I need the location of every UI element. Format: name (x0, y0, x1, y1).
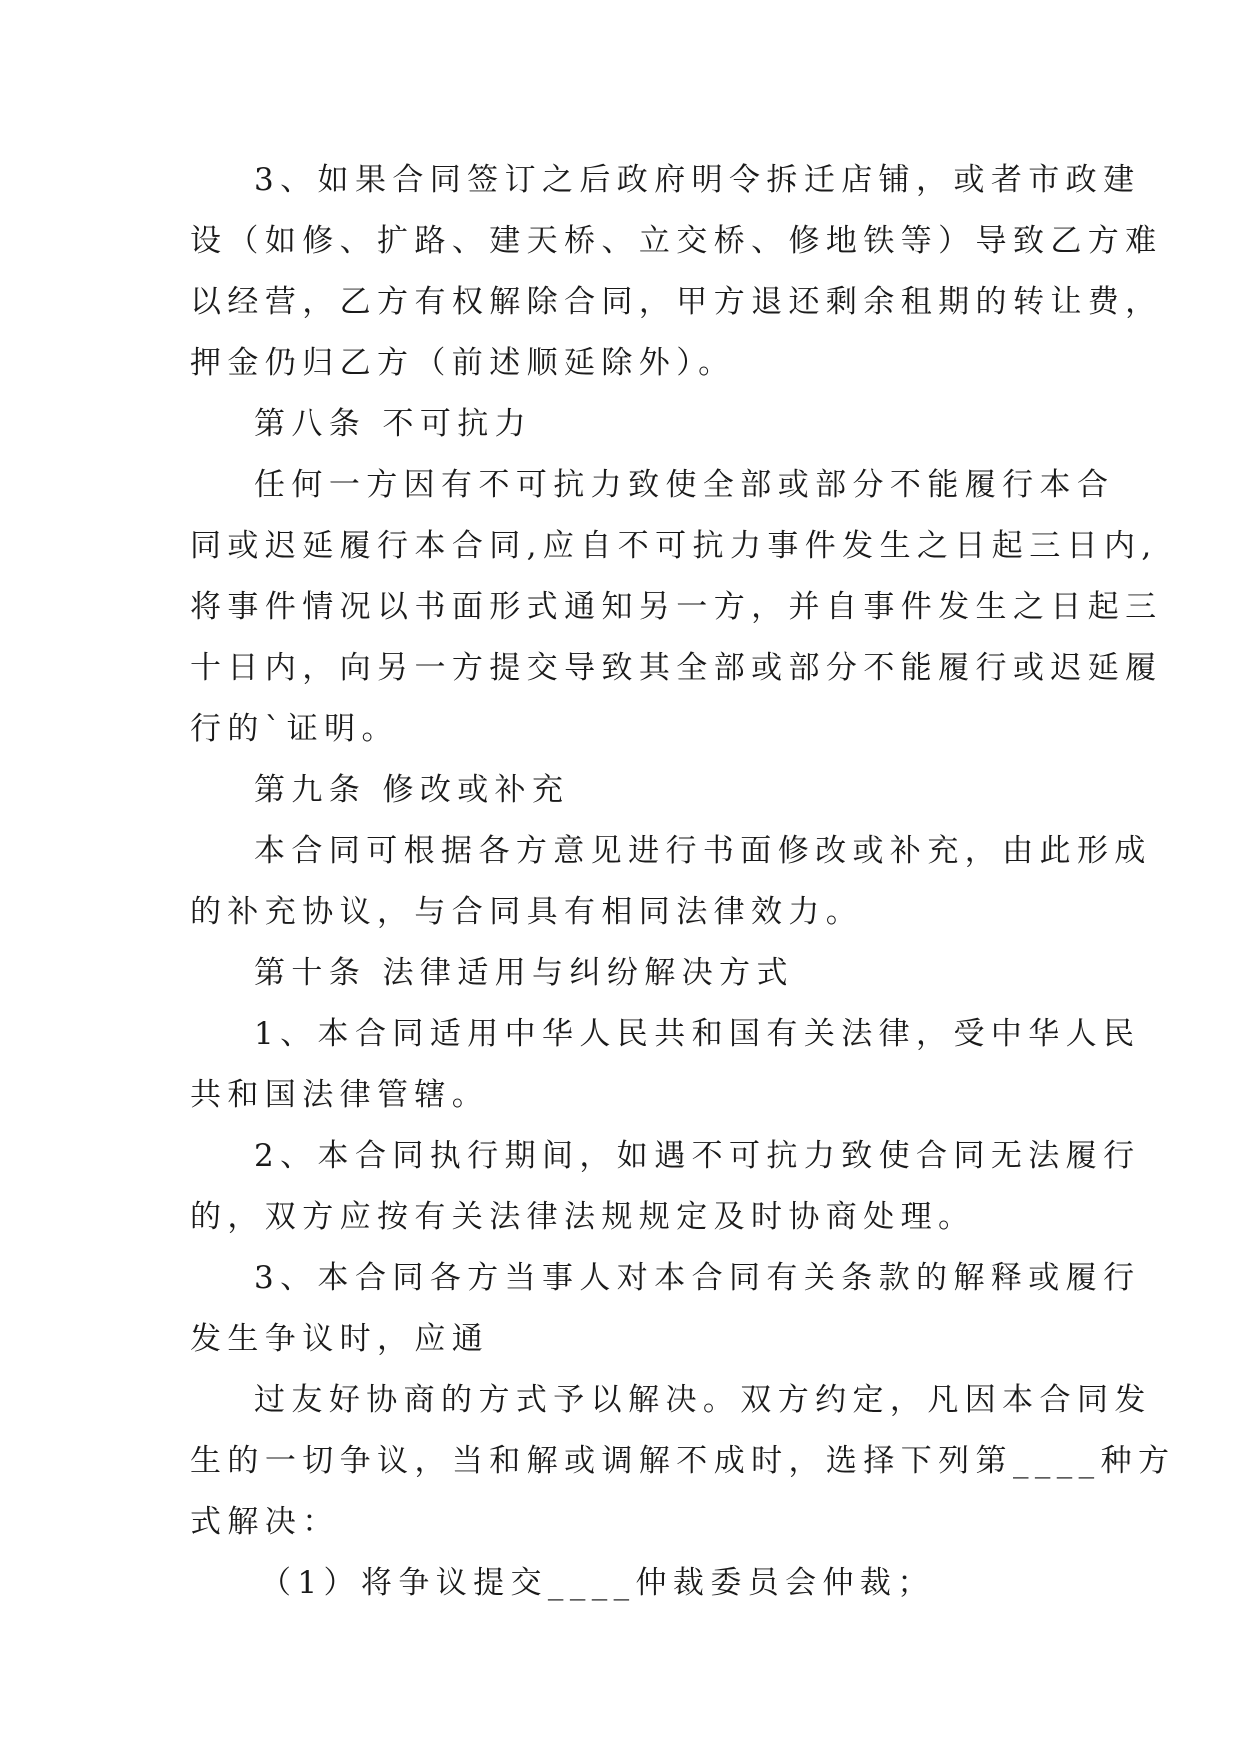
text-line: 共和国法律管辖。 (190, 1077, 490, 1113)
text-line: 过 友 好 协 商 的 方 式 予 以 解 决 。 双 方 约 定 ， 凡 因 本 合 同 发 (254, 1382, 1152, 1418)
text-line: 的，双方应按有关法律法规规定及时协商处理。 (190, 1199, 976, 1235)
text-line: 2 、 本 合 同 执 行 期 间 ， 如 遇 不 可 抗 力 致 使 合 同 无 法 履 行 (254, 1138, 1141, 1174)
list-item: （1）将争议提交____仲裁委员会仲裁； (260, 1565, 935, 1601)
text-line: 本 合 同 可 根 据 各 方 意 见 进 行 书 面 修 改 或 补 充 ， 由 此 形 成 (254, 833, 1152, 869)
section-heading: 第九条 修改或补充 (254, 772, 570, 808)
text-line: 3 、 本 合 同 各 方 当 事 人 对 本 合 同 有 关 条 款 的 解 释 或 履 行 (254, 1260, 1141, 1296)
text-line: 以 经 营 ， 乙 方 有 权 解 除 合 同 ， 甲 方 退 还 剩 余 租 期 的 转 让 费 ， (190, 284, 1163, 320)
text-line: 押金仍归乙方（前述顺延除外）。 (190, 345, 736, 381)
text-line: 同 或 迟 延 履 行 本 合 同 , 应 自 不 可 抗 力 事 件 发 生 之 日 起 三 日 内 , (190, 528, 1158, 564)
text-line: 十 日 内 ， 向 另 一 方 提 交 导 致 其 全 部 或 部 分 不 能 履 行 或 迟 延 履 (190, 650, 1163, 686)
text-line: 式解决： (190, 1504, 340, 1540)
text-line: 将 事 件 情 况 以 书 面 形 式 通 知 另 一 方 ， 并 自 事 件 发 生 之 日 起 三 (190, 589, 1163, 625)
section-heading: 第十条 法律适用与纠纷解决方式 (254, 955, 794, 991)
text-line: 任 何 一 方 因 有 不 可 抗 力 致 使 全 部 或 部 分 不 能 履 行 本 合 (254, 467, 1115, 503)
text-line: 设 （ 如 修 、 扩 路 、 建 天 桥 、 立 交 桥 、 修 地 铁 等 ） 导 致 乙 方 难 (190, 223, 1163, 259)
text-line: 的补充协议，与合同具有相同法律效力。 (190, 894, 864, 930)
text-line: 3 、 如 果 合 同 签 订 之 后 政 府 明 令 拆 迁 店 铺 ， 或 者 市 政 建 (254, 162, 1141, 198)
text-line: 生 的 一 切 争 议 ， 当 和 解 或 调 解 不 成 时 ， 选 择 下 列 第 _ _ _ _ 种 方 (190, 1443, 1176, 1479)
text-line: 行的`证明。 (190, 711, 399, 747)
section-heading: 第八条 不可抗力 (254, 406, 533, 442)
document-page (190, 160, 1176, 1624)
text-line: 1 、 本 合 同 适 用 中 华 人 民 共 和 国 有 关 法 律 ， 受 中 华 人 民 (254, 1016, 1141, 1052)
text-line: 发生争议时，应通 (190, 1321, 490, 1357)
